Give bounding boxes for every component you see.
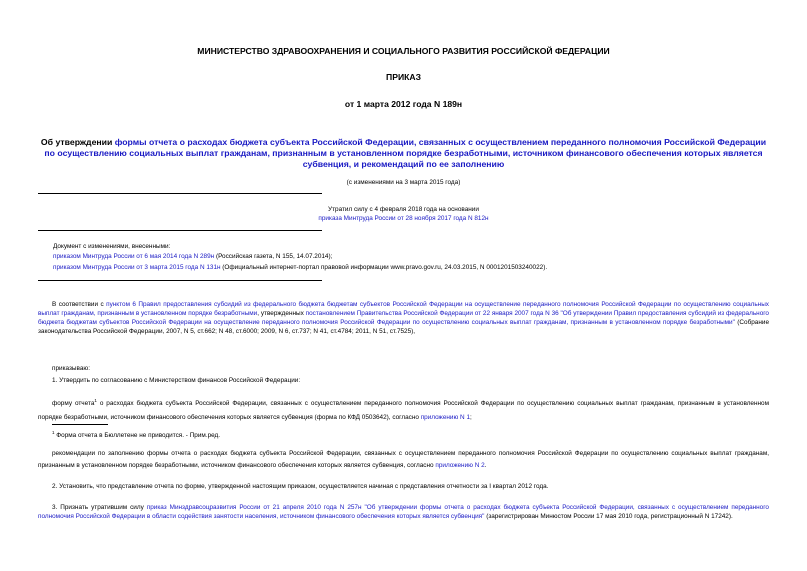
footnote-text: Форма отчета в Бюллетене не приводится. - Прим.ред. (54, 432, 221, 440)
preamble-link-resolution[interactable]: постановлением Правительства Российской Федерации от 22 января 2007 года N 36 "Об утверждении Правил предоставления субсидий из федерального бюджета бюджетам субъектов Российской Федерации на осуществление переданного полномочия Российской Федерации по осуществлению социальных выплат гражданам, признанным в установленном порядке безработными" (38, 310, 769, 326)
order-word: приказываю: (52, 365, 90, 372)
changes-heading: Документ с изменениями, внесенными: (53, 243, 171, 250)
item-1-recommendations-paragraph (38, 448, 769, 472)
title-link-form[interactable]: формы отчета о расходах бюджета субъекта Российской Федерации, связанных с осуществлением переданного полномочия Российской Федерации по осуществлению социальных выплат гражданам, признанным в установленном порядке безработными, источником финансового обеспечения которых является субвенция, и (44, 137, 767, 169)
preamble-paragraph (38, 300, 769, 336)
amended-note: (с изменениями на 3 марта 2015 года) (346, 179, 461, 186)
preamble-text-a: В соответствии с (52, 301, 107, 308)
appendix-1-link[interactable]: приложению N 1 (420, 414, 470, 422)
divider-2 (38, 230, 322, 231)
title-link-recommendations[interactable]: рекомендаций по ее заполнению (361, 159, 505, 169)
item-3-text-b: (зарегистрирован Минюстом России 17 мая 2010 года, регистрационный N 17242). (484, 513, 733, 520)
changes-item-2 (53, 264, 773, 273)
recommendations-text-a: рекомендации по заполнению формы отчета о расходах бюджета субъекта Российской Федерации, связанных с осуществлением переданного полномочия Российской Федерации по осуществлению социальных выплат гражданам, признанным в установленном порядке безработными, источником финансового обеспечения которых является субвенция, согласно (38, 450, 769, 469)
footnote-divider (52, 424, 108, 425)
preamble-link-rules[interactable]: пунктом 6 Правил предоставления субсидий из федерального бюджета бюджетам субъектов Российской Федерации на осуществление переданного полномочия Российской Федерации по осуществлению социальных выплат гражданам, признанным в установленном порядке безработными (38, 301, 769, 317)
title-prefix: Об утверждении (40, 137, 115, 147)
item-1-heading: 1. Утвердить по согласованию с Министерством финансов Российской Федерации: (52, 377, 301, 384)
date-number-heading: от 1 марта 2012 года N 189н (344, 99, 463, 109)
form-text-c: ; (470, 414, 472, 422)
expired-link[interactable]: приказа Минтруда России от 28 ноября 2017 года N 812н (318, 215, 489, 222)
footnote-number: 1 (52, 430, 55, 435)
divider-1 (38, 193, 322, 194)
ministry-heading: МИНИСТЕРСТВО ЗДРАВООХРАНЕНИЯ И СОЦИАЛЬНОГО РАЗВИТИЯ РОССИЙСКОЙ ФЕДЕРАЦИИ (197, 46, 610, 56)
changes-item-2-link[interactable]: приказом Минтруда России от 3 марта 2015 года N 131н (53, 264, 221, 271)
appendix-2-link[interactable]: приложению N 2 (435, 462, 485, 469)
changes-item-1 (53, 253, 773, 262)
item-2-paragraph: 2. Установить, что представление отчета по форме, утвержденной настоящим приказом, осуществляется начиная с представления отчетности за I квартал 2012 года. (52, 483, 549, 490)
item-1-form-paragraph (38, 394, 769, 425)
footnote (52, 428, 769, 440)
changes-item-1-link[interactable]: приказом Минтруда России от 6 мая 2014 года N 289н (53, 253, 215, 260)
expired-line1: Утратил силу с 4 февраля 2018 года на основании (328, 206, 479, 213)
recommendations-text-b: . (484, 462, 487, 469)
divider-3 (38, 280, 322, 281)
form-text-b: о расходах бюджета субъекта Российской Федерации, связанных с осуществлением переданного полномочия Российской Федерации по осуществлению социальных выплат гражданам, признанным в установленном порядке безработными, источником финансового обеспечения которых является субвенция (форма по КФД 0503642), согласно (38, 400, 769, 422)
item-3-text-a: 3. Признать утратившим силу (52, 504, 147, 511)
preamble-text-c: (Собрание законодательства Российской Федерации, 2007, N 5, ст.662; N 48, ст.6000; 2009, N 6, ст.737; N 41, ст.4784; 2011, N 51, ст.7525), (38, 319, 769, 335)
changes-item-1-text: (Российская газета, N 155, 14.07.2014); (214, 253, 333, 260)
preamble-text-b: , утвержденных (257, 310, 306, 317)
item-3-paragraph (38, 503, 769, 521)
document-title (40, 137, 767, 170)
footnote-marker: 1 (94, 398, 97, 403)
form-text-a: форму отчета (52, 400, 95, 408)
changes-item-2-text: (Официальный интернет-портал правовой информации www.pravo.gov.ru, 24.03.2015, N 0001201503240022). (220, 264, 548, 271)
repealed-order-link[interactable]: приказ Минздравсоцразвития России от 21 апреля 2010 года N 257н "Об утверждении формы отчета о расходах бюджета субъекта Российской Федерации, связанных с осуществлением переданного полномочия Российской Федерации в области содействия занятости населения, источником финансового обеспечения которых является субвенция" (38, 504, 769, 520)
doc-type-heading: ПРИКАЗ (386, 72, 421, 82)
